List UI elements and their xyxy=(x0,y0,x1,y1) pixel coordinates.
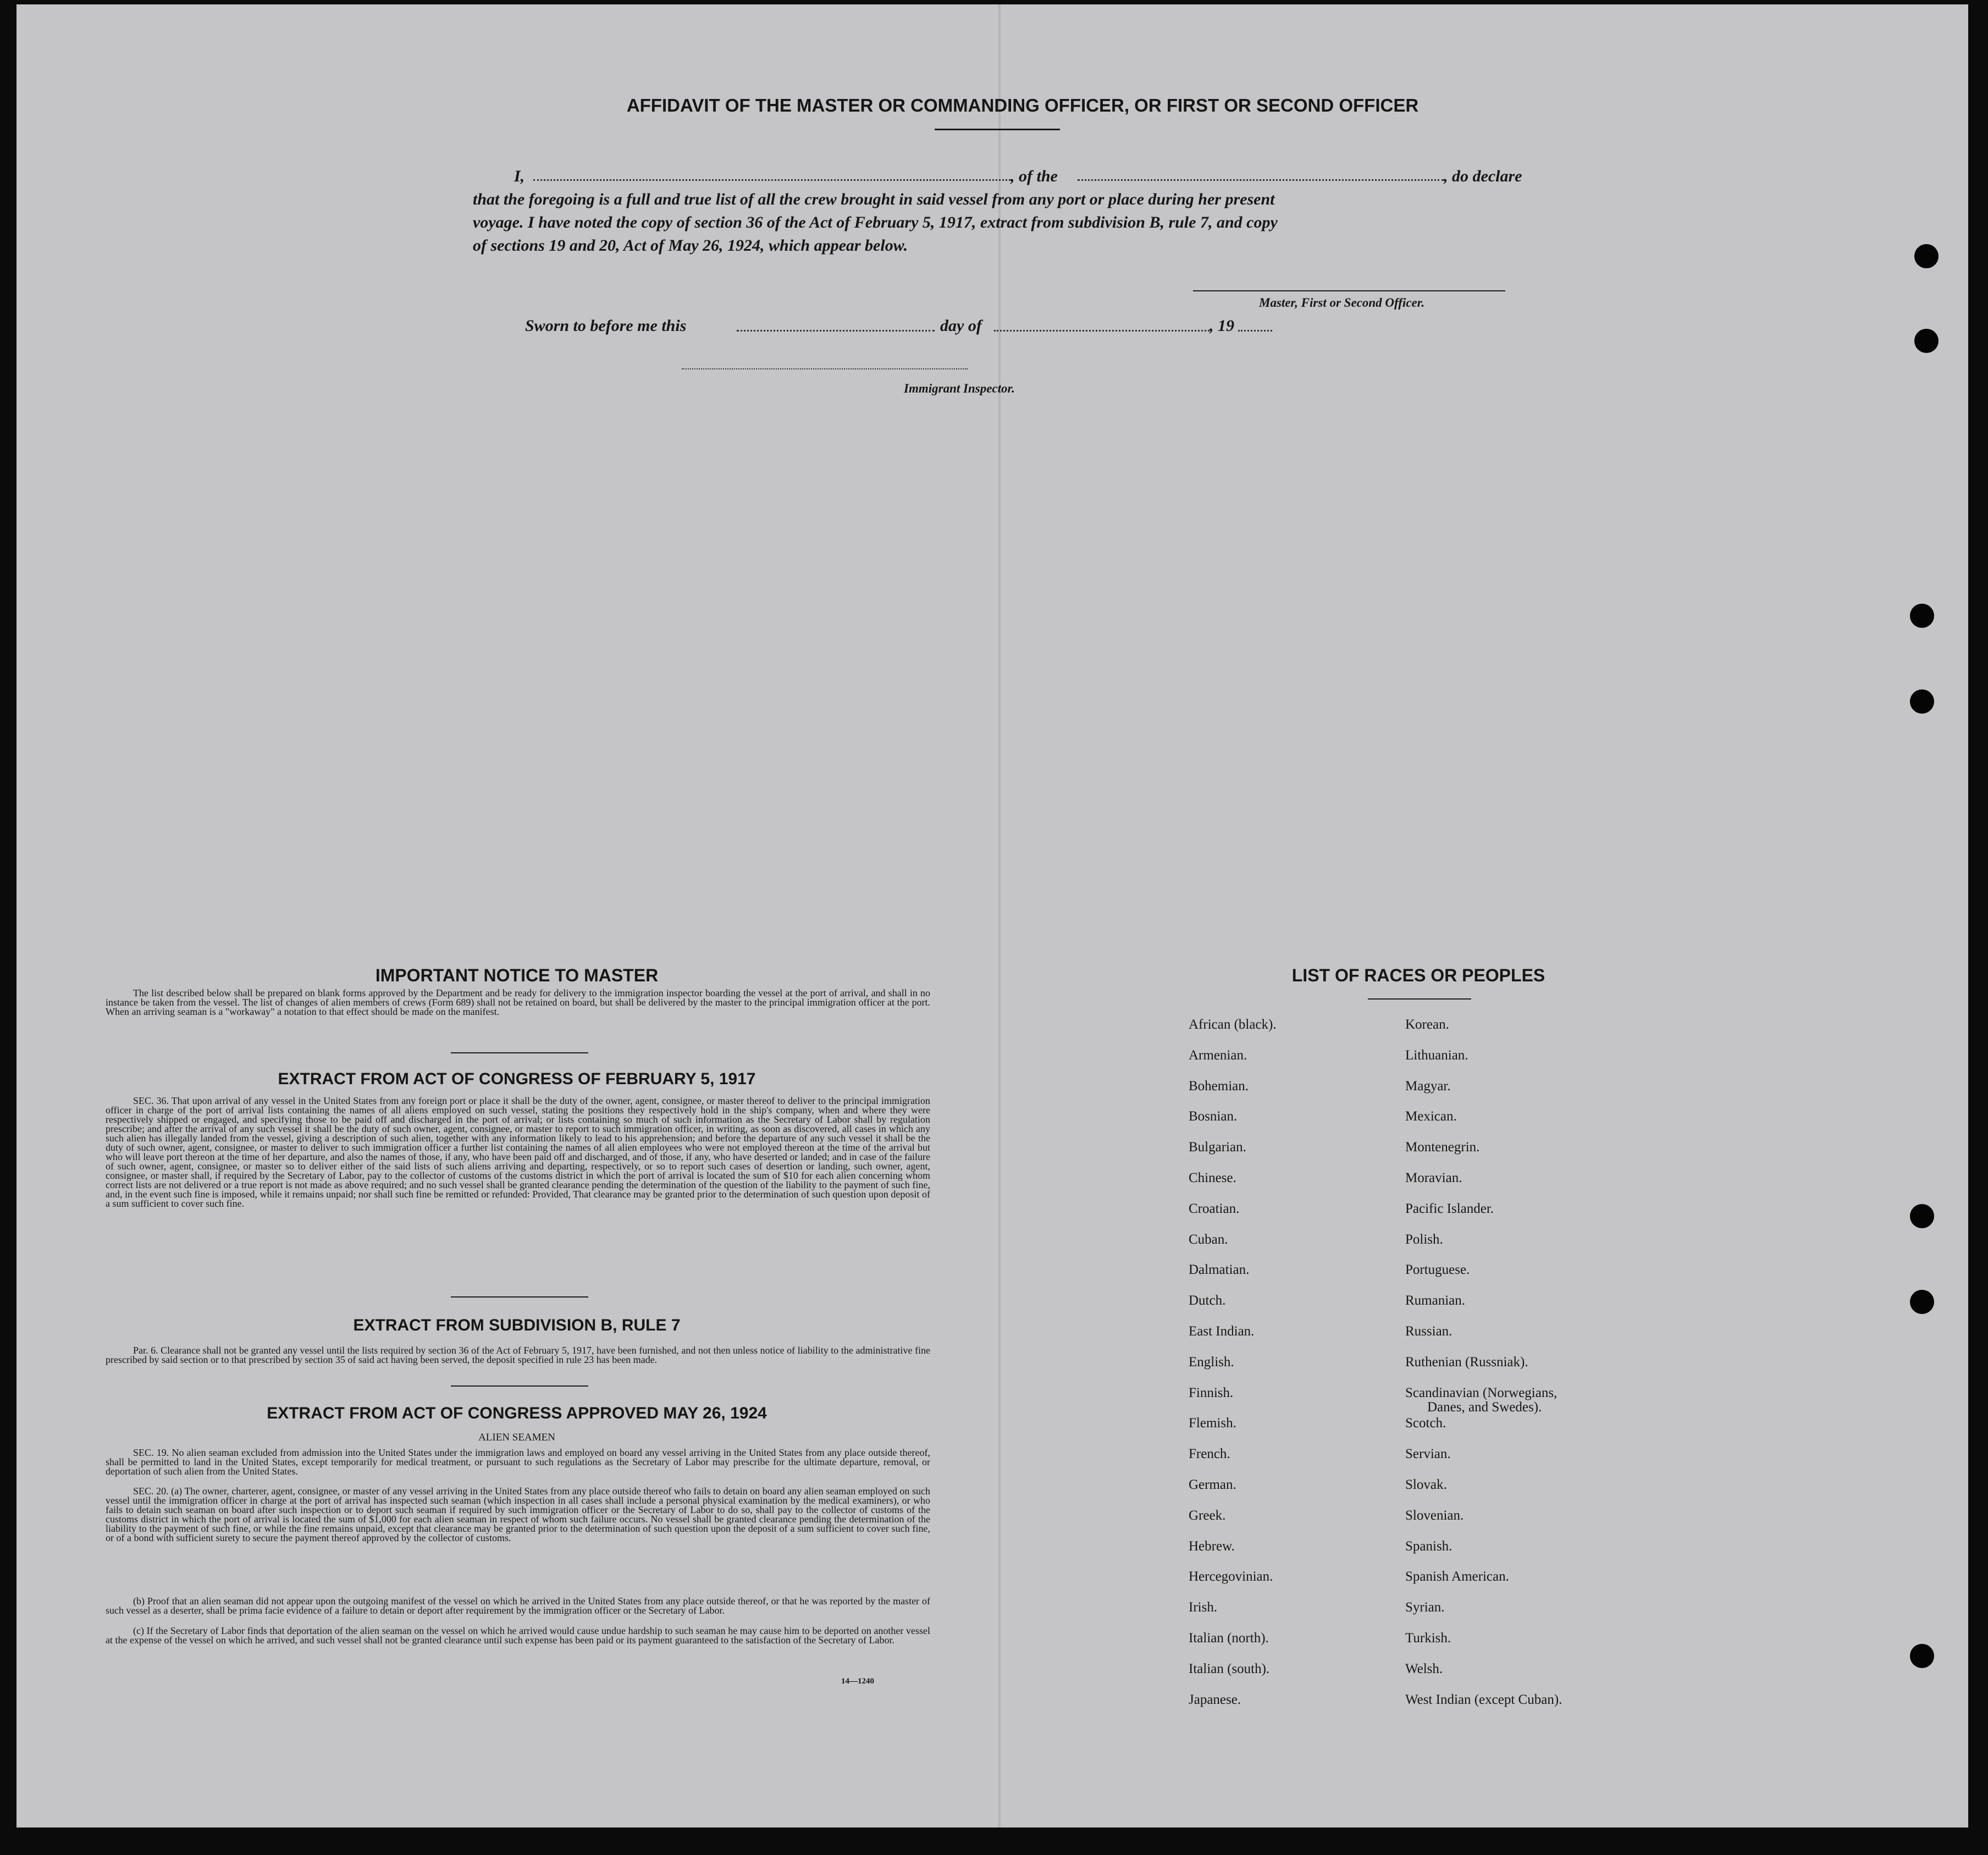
sec20c-body: (c) If the Secretary of Labor finds that deportation of the alien seaman on the vessel on which he arrived would cause undue hardship to such seaman he may cause him to be deported on another vessel at the expense of the vessel on which he arrived, and such vessel shall not be granted clearance until such expense has been paid or its payment guaranteed to the satisfaction of the Secretary of Labor. xyxy=(106,1625,930,1646)
race-item: Danes, and Swedes). xyxy=(1427,1399,1542,1415)
center-fold xyxy=(998,4,1001,1828)
race-item: Magyar. xyxy=(1405,1078,1451,1094)
race-item: Rumanian. xyxy=(1405,1293,1466,1309)
races-title: LIST OF RACES OR PEOPLES xyxy=(1291,965,1545,985)
race-item: Welsh. xyxy=(1405,1661,1443,1676)
race-item: Turkish. xyxy=(1405,1631,1451,1646)
extract-1917-body: SEC. 36. That upon arrival of any vessel in the United States from any foreign port or place it shall be the duty of the owner, agent, consignee, or master thereof to deliver to the principal immigration officer in charge of the port of arrival lists containing the names of all aliens employed on such vessel, stating the positions they respectively hold in the ship's company, when and where they were respectively shipped or engaged, and specifying those to be paid off and discharged in the port of arrival; or lists containing so much of such information as the Secretary of Labor shall by regulation prescribe; and after the arrival of any such vessel it shall be the duty of such owner, agent, consignee, or master to report to such immigration officer, in writing, as soon as discovered, all cases in which any such alien has illegally landed from the vessel, giving a description of such alien, together with any information likely to lead to his apprehension; and before the departure of any such vessel it shall be the duty of such owner, agent, consignee, or master to deliver to such immigration officer a further list containing the names of all alien employees who were not employed thereon at the time of the arrival but who will leave port thereon at the time of her departure, and also the names of those, if any, who have been paid off and discharged, and of those, if any, who have deserted or landed; and in case of the failure of such owner, agent, consignee, or master so to deliver either of the said lists of such aliens arriving and departing, respectively, or so to report such cases of desertion or landing, such owner, agent, consignee, or master shall, if required by the Secretary of Labor, pay to the collector of customs of the customs district in which the port of arrival is located the sum of $10 for each alien concerning whom correct lists are not delivered or a true report is not made as above required; and no such vessel shall be granted clearance pending the determination of the question of the liability to the payment of such fine, and, in the event such fine is imposed, while it remains unpaid; nor shall such fine be remitted or refunded: Provided, That clearance may be granted prior to the determination of such question upon deposit of a sum sufficient to cover such fine. xyxy=(106,1095,930,1209)
affidavit-line-3: voyage. I have noted the copy of section 36 of the Act of February 5, 1917, extract from subdivision B, rule 7, and copy xyxy=(473,213,1278,231)
race-item: Dalmatian. xyxy=(1189,1262,1250,1278)
punch-hole xyxy=(1910,1290,1934,1314)
punch-hole xyxy=(1910,1204,1934,1228)
signature-caption: Master, First or Second Officer. xyxy=(1259,296,1425,310)
punch-hole xyxy=(1910,1644,1934,1668)
notice-title: IMPORTANT NOTICE TO MASTER xyxy=(375,965,659,985)
race-item: Slovenian. xyxy=(1405,1508,1464,1523)
document-page xyxy=(16,4,1968,1828)
sworn-label: Sworn to before me this xyxy=(525,317,687,335)
sec19-body: SEC. 19. No alien seaman excluded from admission into the United States under the immigration laws and employed on board any vessel arriving in the United States from any place outside thereof, shall be permitted to land in the United States, except temporarily for medical treatment, or pursuant to such regulations as the Secretary of Labor may prescribe for the ultimate departure, removal, or deportation of such alien from the United States. xyxy=(106,1447,930,1477)
affidavit-line-2: that the foregoing is a full and true list of all the crew brought in said vessel from any port or place during her present xyxy=(473,190,1275,208)
sec20b-body: (b) Proof that an alien seaman did not appear upon the outgoing manifest of the vessel on which he arrived in the United States from any place outside thereof, or that he was reported by the master of such vessel as a deserter, shall be prima facie evidence of a failure to detain or deport after requirement by the immigration officer or the Secretary of Labor. xyxy=(106,1595,930,1616)
race-item: Cuban. xyxy=(1189,1232,1228,1247)
vessel-blank xyxy=(1078,179,1444,181)
notice-divider xyxy=(451,1052,588,1053)
race-item: Finnish. xyxy=(1189,1385,1234,1400)
race-item: Slovak. xyxy=(1405,1477,1447,1492)
race-item: Korean. xyxy=(1405,1017,1449,1032)
race-item: Irish. xyxy=(1189,1600,1218,1615)
punch-hole xyxy=(1914,244,1939,268)
race-item: Portuguese. xyxy=(1405,1262,1470,1278)
affidavit-of-the-label: , of the xyxy=(1010,167,1058,185)
race-item: Spanish. xyxy=(1405,1538,1453,1554)
rule7-title: EXTRACT FROM SUBDIVISION B, RULE 7 xyxy=(353,1316,681,1334)
affidavit-i-label: I, xyxy=(514,167,525,185)
race-item: Bosnian. xyxy=(1189,1109,1238,1124)
race-item: Bohemian. xyxy=(1189,1078,1249,1094)
race-item: Greek. xyxy=(1189,1508,1226,1523)
race-item: Croatian. xyxy=(1189,1201,1240,1216)
race-item: Mexican. xyxy=(1405,1109,1457,1124)
races-divider xyxy=(1368,998,1471,1000)
race-item: Chinese. xyxy=(1189,1171,1236,1185)
race-item: African (black). xyxy=(1189,1017,1277,1032)
race-item: Polish. xyxy=(1405,1232,1443,1247)
race-item: Italian (south). xyxy=(1189,1661,1270,1676)
year-label: , 19 xyxy=(1210,317,1234,335)
alien-seamen-subtitle: ALIEN SEAMEN xyxy=(478,1432,555,1443)
race-item: Pacific Islander. xyxy=(1405,1201,1494,1216)
race-item: French. xyxy=(1189,1447,1230,1462)
rule7-body: Par. 6. Clearance shall not be granted any vessel until the lists required by section 36 of the Act of February 5, 1917, have been furnished, and not then unless notice of liability to the administrative fine prescribed by said section or to that prescribed by section 35 of said act having been served, the deposit specified in rule 23 has been made. xyxy=(106,1345,930,1365)
race-item: West Indian (except Cuban). xyxy=(1405,1692,1562,1707)
race-item: Hercegovinian. xyxy=(1189,1569,1273,1585)
extract-1924-title: EXTRACT FROM ACT OF CONGRESS APPROVED MAY 26, 1924 xyxy=(267,1404,767,1422)
affidavit-title: AFFIDAVIT OF THE MASTER OR COMMANDING OFFICER, OR FIRST OR SECOND OFFICER xyxy=(626,95,1419,115)
race-item: Ruthenian (Russniak). xyxy=(1405,1354,1528,1370)
year-blank xyxy=(1238,330,1272,332)
race-item: Dutch. xyxy=(1189,1293,1226,1309)
rule7-divider xyxy=(451,1385,588,1387)
extract-1917-divider xyxy=(451,1296,588,1298)
race-item: Syrian. xyxy=(1405,1600,1445,1615)
affidavit-do-declare: , do declare xyxy=(1444,167,1522,185)
extract-1917-title: EXTRACT FROM ACT OF CONGRESS OF FEBRUARY 5, 1917 xyxy=(278,1070,756,1088)
sec20a-body: SEC. 20. (a) The owner, charterer, agent, consignee, or master of any vessel arriving in the United States from any place outside thereof who fails to detain on board any alien seaman employed on such vessel until the immigration officer in charge at the port of arrival has inspected such seaman (which inspection in all cases shall include a personal physical examination by the medical examiners), or who fails to detain such seaman on board after such inspection or to deport such seaman if required by such immigration officer or the Secretary of Labor to do so, shall pay to the collector of customs of the customs district in which the port of arrival is located the sum of $1,000 for each alien seaman in respect of whom such failure occurs. No vessel shall be granted clearance pending the determination of the liability to the payment of such fine, or while the fine remains unpaid, except that clearance may be granted prior to the determination of such question upon the deposit of a sum sufficient to cover such fine, or of a bond with sufficient surety to secure the payment thereof approved by the collector of customs. xyxy=(106,1486,930,1543)
race-item: Lithuanian. xyxy=(1405,1047,1468,1063)
name-blank xyxy=(533,179,1010,181)
punch-hole xyxy=(1910,604,1934,628)
race-item: Scandinavian (Norwegians, xyxy=(1405,1385,1558,1400)
race-item: Moravian. xyxy=(1405,1171,1462,1185)
race-item: Servian. xyxy=(1405,1447,1451,1462)
sworn-day-blank xyxy=(737,330,935,332)
race-item: Japanese. xyxy=(1189,1692,1241,1707)
race-item: Armenian. xyxy=(1189,1047,1247,1063)
notice-body: The list described below shall be prepared on blank forms approved by the Department and be ready for delivery to the immigration inspector boarding the vessel at the port of arrival, and shall in no instance be taken from the vessel. The list of changes of alien members of crews (Form 689) shall not be retained on board, but shall be delivered by the master to the principal immigration officer at the port. When an arriving seaman is a "workaway" a notation to that effect should be made on the manifest. xyxy=(106,987,930,1017)
punch-hole xyxy=(1910,689,1934,714)
race-item: Bulgarian. xyxy=(1189,1140,1246,1155)
race-item: Spanish American. xyxy=(1405,1569,1509,1585)
race-item: Italian (north). xyxy=(1189,1631,1269,1646)
affidavit-line-4: of sections 19 and 20, Act of May 26, 1924, which appear below. xyxy=(473,236,908,255)
title-underline xyxy=(935,129,1060,130)
race-item: Scotch. xyxy=(1405,1416,1446,1431)
form-number: 14—1240 xyxy=(841,1677,874,1686)
signature-line xyxy=(1193,290,1505,291)
race-item: Russian. xyxy=(1405,1324,1453,1339)
race-item: English. xyxy=(1189,1354,1234,1370)
race-item: East Indian. xyxy=(1189,1324,1255,1339)
race-item: German. xyxy=(1189,1477,1236,1492)
inspector-signature-line xyxy=(682,368,968,369)
inspector-caption: Immigrant Inspector. xyxy=(904,382,1015,395)
punch-hole xyxy=(1914,329,1939,353)
race-item: Hebrew. xyxy=(1189,1538,1235,1554)
sworn-month-blank xyxy=(994,330,1210,332)
race-item: Flemish. xyxy=(1189,1416,1236,1431)
race-item: Montenegrin. xyxy=(1405,1140,1480,1155)
day-of-label: day of xyxy=(940,317,982,335)
